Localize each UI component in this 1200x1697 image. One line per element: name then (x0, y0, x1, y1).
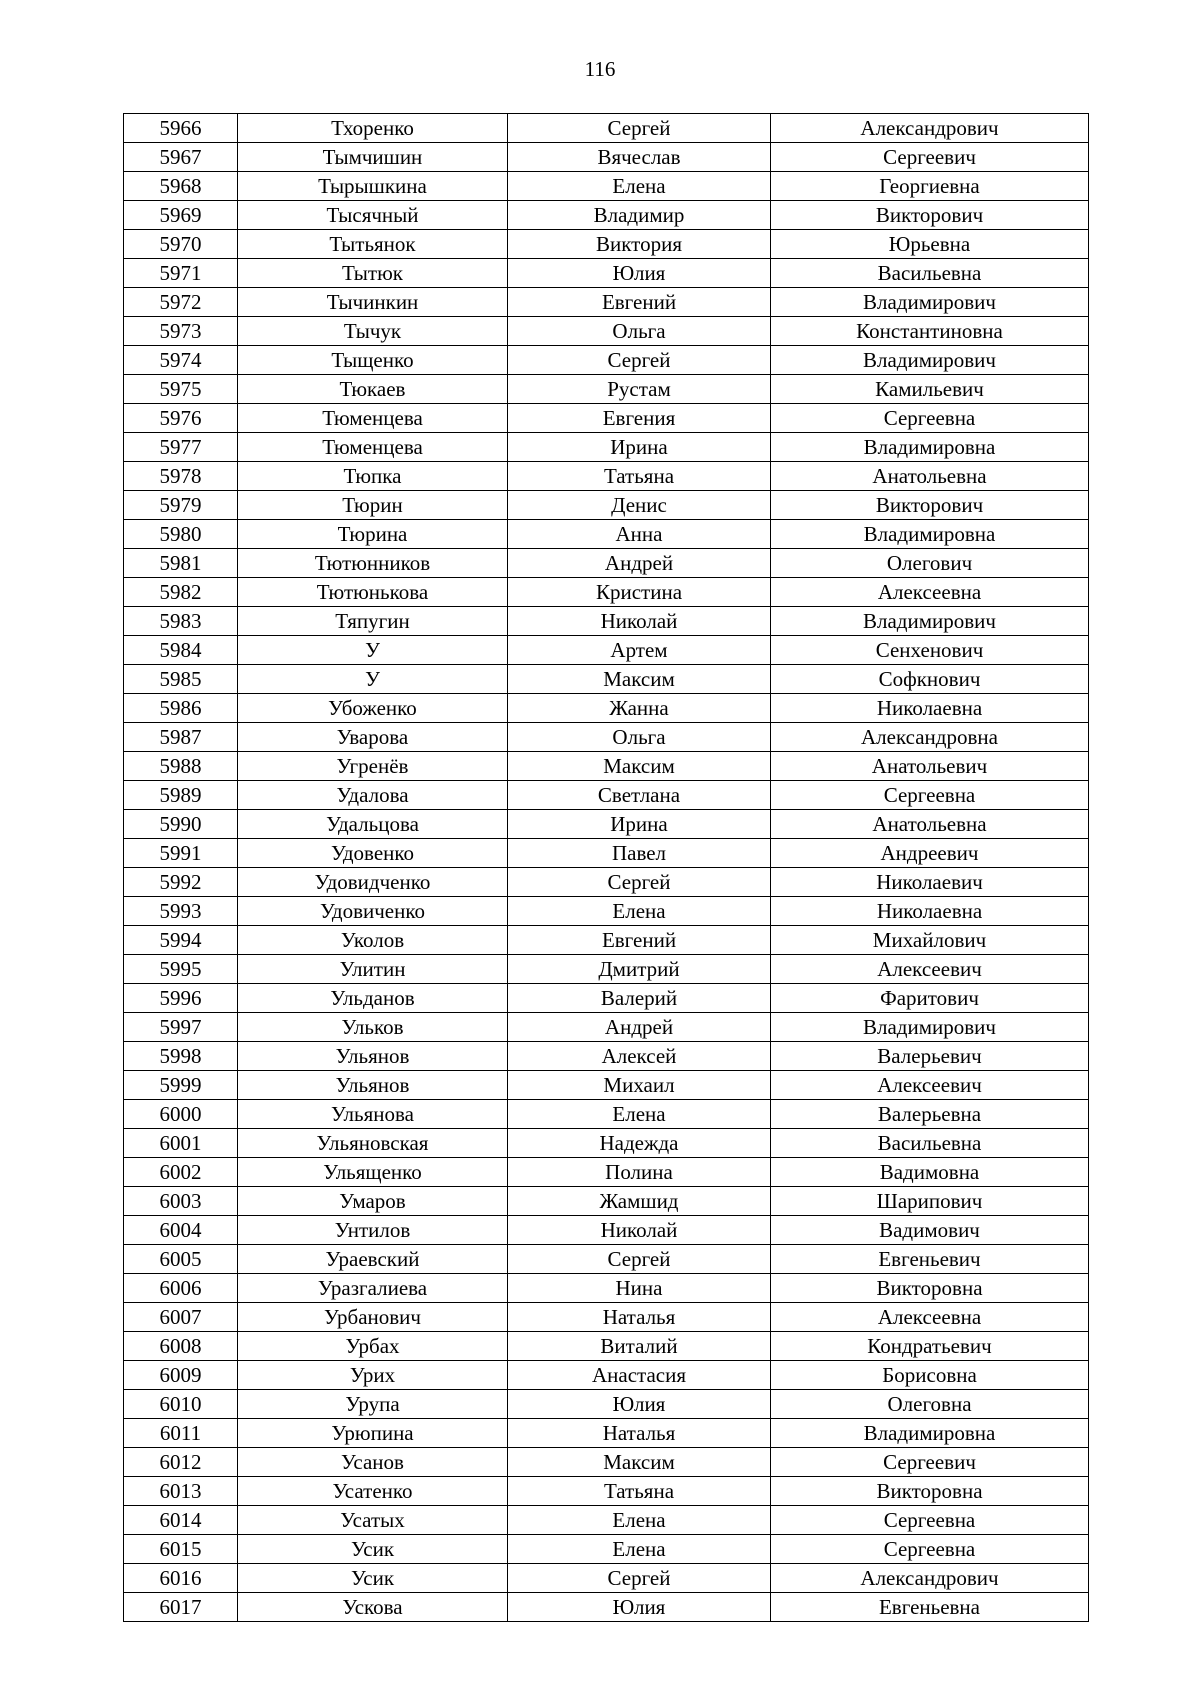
row-number-cell: 5992 (124, 868, 238, 897)
table-row (124, 1593, 1089, 1622)
patronymic-cell: Борисовна (771, 1361, 1089, 1390)
patronymic-cell: Вадимович (771, 1216, 1089, 1245)
last-name-cell: Удалова (238, 781, 508, 810)
table-row (124, 926, 1089, 955)
row-number-cell: 5978 (124, 462, 238, 491)
row-number-cell: 5997 (124, 1013, 238, 1042)
table-row (124, 114, 1089, 143)
patronymic-cell: Андреевич (771, 839, 1089, 868)
table-row (124, 578, 1089, 607)
table-row (124, 1448, 1089, 1477)
table-row (124, 1216, 1089, 1245)
patronymic-cell: Сергеевич (771, 1448, 1089, 1477)
last-name-cell: Удовиченко (238, 897, 508, 926)
first-name-cell: Максим (508, 665, 771, 694)
last-name-cell: Ускова (238, 1593, 508, 1622)
last-name-cell: Тыщенко (238, 346, 508, 375)
last-name-cell: Улитин (238, 955, 508, 984)
table-row (124, 1506, 1089, 1535)
last-name-cell: Ульков (238, 1013, 508, 1042)
table-row (124, 317, 1089, 346)
first-name-cell: Татьяна (508, 1477, 771, 1506)
first-name-cell: Павел (508, 839, 771, 868)
first-name-cell: Елена (508, 1535, 771, 1564)
first-name-cell: Сергей (508, 346, 771, 375)
first-name-cell: Алексей (508, 1042, 771, 1071)
table-row (124, 259, 1089, 288)
row-number-cell: 5984 (124, 636, 238, 665)
last-name-cell: Ульянова (238, 1100, 508, 1129)
table-row (124, 868, 1089, 897)
row-number-cell: 5994 (124, 926, 238, 955)
first-name-cell: Елена (508, 172, 771, 201)
first-name-cell: Надежда (508, 1129, 771, 1158)
first-name-cell: Кристина (508, 578, 771, 607)
first-name-cell: Ольга (508, 317, 771, 346)
registry-table-body (124, 114, 1089, 1622)
patronymic-cell: Фаритович (771, 984, 1089, 1013)
last-name-cell: Урупа (238, 1390, 508, 1419)
row-number-cell: 5986 (124, 694, 238, 723)
row-number-cell: 6003 (124, 1187, 238, 1216)
row-number-cell: 5967 (124, 143, 238, 172)
row-number-cell: 5983 (124, 607, 238, 636)
row-number-cell: 6004 (124, 1216, 238, 1245)
table-row (124, 810, 1089, 839)
row-number-cell: 5966 (124, 114, 238, 143)
patronymic-cell: Алексеевич (771, 955, 1089, 984)
row-number-cell: 5988 (124, 752, 238, 781)
row-number-cell: 5990 (124, 810, 238, 839)
row-number-cell: 5973 (124, 317, 238, 346)
row-number-cell: 6001 (124, 1129, 238, 1158)
patronymic-cell: Викторовна (771, 1477, 1089, 1506)
table-row (124, 433, 1089, 462)
row-number-cell: 5977 (124, 433, 238, 462)
table-row (124, 694, 1089, 723)
first-name-cell: Денис (508, 491, 771, 520)
table-row (124, 752, 1089, 781)
patronymic-cell: Георгиевна (771, 172, 1089, 201)
table-row (124, 201, 1089, 230)
first-name-cell: Жанна (508, 694, 771, 723)
first-name-cell: Елена (508, 1100, 771, 1129)
table-row (124, 1013, 1089, 1042)
table-row (124, 1477, 1089, 1506)
row-number-cell: 5970 (124, 230, 238, 259)
patronymic-cell: Евгеньевна (771, 1593, 1089, 1622)
last-name-cell: Тычинкин (238, 288, 508, 317)
last-name-cell: Тысячный (238, 201, 508, 230)
row-number-cell: 6014 (124, 1506, 238, 1535)
first-name-cell: Андрей (508, 549, 771, 578)
row-number-cell: 6017 (124, 1593, 238, 1622)
patronymic-cell: Валерьевич (771, 1042, 1089, 1071)
table-row (124, 839, 1089, 868)
row-number-cell: 6012 (124, 1448, 238, 1477)
last-name-cell: Уварова (238, 723, 508, 752)
table-row (124, 955, 1089, 984)
patronymic-cell: Викторовна (771, 1274, 1089, 1303)
last-name-cell: Тюпка (238, 462, 508, 491)
table-row (124, 1332, 1089, 1361)
last-name-cell: Усатенко (238, 1477, 508, 1506)
row-number-cell: 5968 (124, 172, 238, 201)
table-row (124, 288, 1089, 317)
patronymic-cell: Сергеевич (771, 143, 1089, 172)
table-row (124, 1100, 1089, 1129)
row-number-cell: 5972 (124, 288, 238, 317)
first-name-cell: Светлана (508, 781, 771, 810)
first-name-cell: Сергей (508, 868, 771, 897)
last-name-cell: Усик (238, 1535, 508, 1564)
last-name-cell: Тхоренко (238, 114, 508, 143)
patronymic-cell: Александрович (771, 114, 1089, 143)
patronymic-cell: Сергеевна (771, 1506, 1089, 1535)
first-name-cell: Жамшид (508, 1187, 771, 1216)
patronymic-cell: Владимирович (771, 607, 1089, 636)
patronymic-cell: Константиновна (771, 317, 1089, 346)
table-row (124, 665, 1089, 694)
last-name-cell: Уколов (238, 926, 508, 955)
patronymic-cell: Анатольевна (771, 810, 1089, 839)
table-row (124, 1535, 1089, 1564)
patronymic-cell: Васильевна (771, 1129, 1089, 1158)
patronymic-cell: Владимирович (771, 346, 1089, 375)
patronymic-cell: Анатольевна (771, 462, 1089, 491)
patronymic-cell: Шарипович (771, 1187, 1089, 1216)
table-row (124, 1187, 1089, 1216)
first-name-cell: Полина (508, 1158, 771, 1187)
table-row (124, 230, 1089, 259)
patronymic-cell: Викторович (771, 201, 1089, 230)
patronymic-cell: Александровна (771, 723, 1089, 752)
row-number-cell: 5995 (124, 955, 238, 984)
row-number-cell: 5981 (124, 549, 238, 578)
row-number-cell: 6005 (124, 1245, 238, 1274)
last-name-cell: Тытьянок (238, 230, 508, 259)
first-name-cell: Анастасия (508, 1361, 771, 1390)
last-name-cell: Убоженко (238, 694, 508, 723)
row-number-cell: 5999 (124, 1071, 238, 1100)
row-number-cell: 5985 (124, 665, 238, 694)
table-row (124, 404, 1089, 433)
last-name-cell: У (238, 636, 508, 665)
patronymic-cell: Владимировна (771, 1419, 1089, 1448)
patronymic-cell: Алексеевна (771, 578, 1089, 607)
row-number-cell: 5987 (124, 723, 238, 752)
row-number-cell: 5974 (124, 346, 238, 375)
last-name-cell: У (238, 665, 508, 694)
table-row (124, 1419, 1089, 1448)
patronymic-cell: Олегович (771, 549, 1089, 578)
last-name-cell: Тютюнькова (238, 578, 508, 607)
last-name-cell: Ураевский (238, 1245, 508, 1274)
row-number-cell: 6015 (124, 1535, 238, 1564)
row-number-cell: 6011 (124, 1419, 238, 1448)
last-name-cell: Урбанович (238, 1303, 508, 1332)
patronymic-cell: Владимирович (771, 288, 1089, 317)
table-row (124, 1129, 1089, 1158)
patronymic-cell: Николаевна (771, 897, 1089, 926)
patronymic-cell: Алексеевич (771, 1071, 1089, 1100)
row-number-cell: 5989 (124, 781, 238, 810)
first-name-cell: Нина (508, 1274, 771, 1303)
first-name-cell: Владимир (508, 201, 771, 230)
first-name-cell: Ольга (508, 723, 771, 752)
patronymic-cell: Викторович (771, 491, 1089, 520)
patronymic-cell: Валерьевна (771, 1100, 1089, 1129)
first-name-cell: Виталий (508, 1332, 771, 1361)
table-row (124, 172, 1089, 201)
first-name-cell: Юлия (508, 259, 771, 288)
last-name-cell: Тюрин (238, 491, 508, 520)
patronymic-cell: Владимировна (771, 520, 1089, 549)
row-number-cell: 5976 (124, 404, 238, 433)
row-number-cell: 5979 (124, 491, 238, 520)
row-number-cell: 6002 (124, 1158, 238, 1187)
first-name-cell: Сергей (508, 114, 771, 143)
table-row (124, 1564, 1089, 1593)
patronymic-cell: Сергеевна (771, 781, 1089, 810)
first-name-cell: Дмитрий (508, 955, 771, 984)
last-name-cell: Умаров (238, 1187, 508, 1216)
last-name-cell: Тюкаев (238, 375, 508, 404)
row-number-cell: 6000 (124, 1100, 238, 1129)
patronymic-cell: Евгеньевич (771, 1245, 1089, 1274)
first-name-cell: Сергей (508, 1245, 771, 1274)
last-name-cell: Тымчишин (238, 143, 508, 172)
registry-table (123, 113, 1089, 1622)
first-name-cell: Михаил (508, 1071, 771, 1100)
row-number-cell: 5980 (124, 520, 238, 549)
first-name-cell: Юлия (508, 1593, 771, 1622)
table-row (124, 984, 1089, 1013)
last-name-cell: Урих (238, 1361, 508, 1390)
last-name-cell: Урбах (238, 1332, 508, 1361)
first-name-cell: Евгения (508, 404, 771, 433)
last-name-cell: Тырышкина (238, 172, 508, 201)
patronymic-cell: Олеговна (771, 1390, 1089, 1419)
row-number-cell: 5996 (124, 984, 238, 1013)
first-name-cell: Ирина (508, 433, 771, 462)
row-number-cell: 6010 (124, 1390, 238, 1419)
patronymic-cell: Камильевич (771, 375, 1089, 404)
patronymic-cell: Николаевна (771, 694, 1089, 723)
last-name-cell: Ульяновская (238, 1129, 508, 1158)
first-name-cell: Виктория (508, 230, 771, 259)
row-number-cell: 5971 (124, 259, 238, 288)
table-row (124, 1390, 1089, 1419)
last-name-cell: Угренёв (238, 752, 508, 781)
table-row (124, 462, 1089, 491)
first-name-cell: Анна (508, 520, 771, 549)
table-row (124, 607, 1089, 636)
last-name-cell: Ульянов (238, 1042, 508, 1071)
first-name-cell: Евгений (508, 288, 771, 317)
last-name-cell: Удальцова (238, 810, 508, 839)
last-name-cell: Ульданов (238, 984, 508, 1013)
last-name-cell: Удовидченко (238, 868, 508, 897)
first-name-cell: Вячеслав (508, 143, 771, 172)
table-row (124, 375, 1089, 404)
last-name-cell: Тытюк (238, 259, 508, 288)
page-number: 116 (584, 57, 616, 81)
last-name-cell: Ульянов (238, 1071, 508, 1100)
first-name-cell: Николай (508, 1216, 771, 1245)
table-row (124, 1158, 1089, 1187)
patronymic-cell: Александрович (771, 1564, 1089, 1593)
row-number-cell: 5998 (124, 1042, 238, 1071)
first-name-cell: Максим (508, 752, 771, 781)
patronymic-cell: Юрьевна (771, 230, 1089, 259)
row-number-cell: 5982 (124, 578, 238, 607)
last-name-cell: Тычук (238, 317, 508, 346)
first-name-cell: Максим (508, 1448, 771, 1477)
table-row (124, 1245, 1089, 1274)
first-name-cell: Ирина (508, 810, 771, 839)
first-name-cell: Наталья (508, 1419, 771, 1448)
table-row (124, 636, 1089, 665)
patronymic-cell: Сенхенович (771, 636, 1089, 665)
last-name-cell: Усатых (238, 1506, 508, 1535)
first-name-cell: Артем (508, 636, 771, 665)
row-number-cell: 6006 (124, 1274, 238, 1303)
first-name-cell: Татьяна (508, 462, 771, 491)
last-name-cell: Урюпина (238, 1419, 508, 1448)
table-row (124, 897, 1089, 926)
row-number-cell: 6009 (124, 1361, 238, 1390)
table-row (124, 1361, 1089, 1390)
row-number-cell: 5993 (124, 897, 238, 926)
table-row (124, 491, 1089, 520)
last-name-cell: Тюрина (238, 520, 508, 549)
table-row (124, 346, 1089, 375)
row-number-cell: 6016 (124, 1564, 238, 1593)
patronymic-cell: Алексеевна (771, 1303, 1089, 1332)
first-name-cell: Рустам (508, 375, 771, 404)
row-number-cell: 6007 (124, 1303, 238, 1332)
patronymic-cell: Софкнович (771, 665, 1089, 694)
patronymic-cell: Сергеевна (771, 1535, 1089, 1564)
patronymic-cell: Васильевна (771, 259, 1089, 288)
table-row (124, 1274, 1089, 1303)
first-name-cell: Сергей (508, 1564, 771, 1593)
first-name-cell: Евгений (508, 926, 771, 955)
patronymic-cell: Кондратьевич (771, 1332, 1089, 1361)
patronymic-cell: Николаевич (771, 868, 1089, 897)
last-name-cell: Тюменцева (238, 433, 508, 462)
first-name-cell: Юлия (508, 1390, 771, 1419)
last-name-cell: Усанов (238, 1448, 508, 1477)
first-name-cell: Валерий (508, 984, 771, 1013)
row-number-cell: 5975 (124, 375, 238, 404)
row-number-cell: 5969 (124, 201, 238, 230)
first-name-cell: Наталья (508, 1303, 771, 1332)
patronymic-cell: Сергеевна (771, 404, 1089, 433)
last-name-cell: Тяпугин (238, 607, 508, 636)
table-row (124, 520, 1089, 549)
last-name-cell: Унтилов (238, 1216, 508, 1245)
patronymic-cell: Владимировна (771, 433, 1089, 462)
row-number-cell: 6013 (124, 1477, 238, 1506)
table-row (124, 143, 1089, 172)
first-name-cell: Андрей (508, 1013, 771, 1042)
table-row (124, 781, 1089, 810)
last-name-cell: Усик (238, 1564, 508, 1593)
patronymic-cell: Михайлович (771, 926, 1089, 955)
table-row (124, 1071, 1089, 1100)
first-name-cell: Николай (508, 607, 771, 636)
table-row (124, 549, 1089, 578)
row-number-cell: 6008 (124, 1332, 238, 1361)
last-name-cell: Уразгалиева (238, 1274, 508, 1303)
last-name-cell: Тюменцева (238, 404, 508, 433)
table-row (124, 1303, 1089, 1332)
row-number-cell: 5991 (124, 839, 238, 868)
patronymic-cell: Анатольевич (771, 752, 1089, 781)
first-name-cell: Елена (508, 1506, 771, 1535)
last-name-cell: Тютюнников (238, 549, 508, 578)
patronymic-cell: Вадимовна (771, 1158, 1089, 1187)
last-name-cell: Ульященко (238, 1158, 508, 1187)
table-row (124, 1042, 1089, 1071)
table-row (124, 723, 1089, 752)
last-name-cell: Удовенко (238, 839, 508, 868)
first-name-cell: Елена (508, 897, 771, 926)
patronymic-cell: Владимирович (771, 1013, 1089, 1042)
